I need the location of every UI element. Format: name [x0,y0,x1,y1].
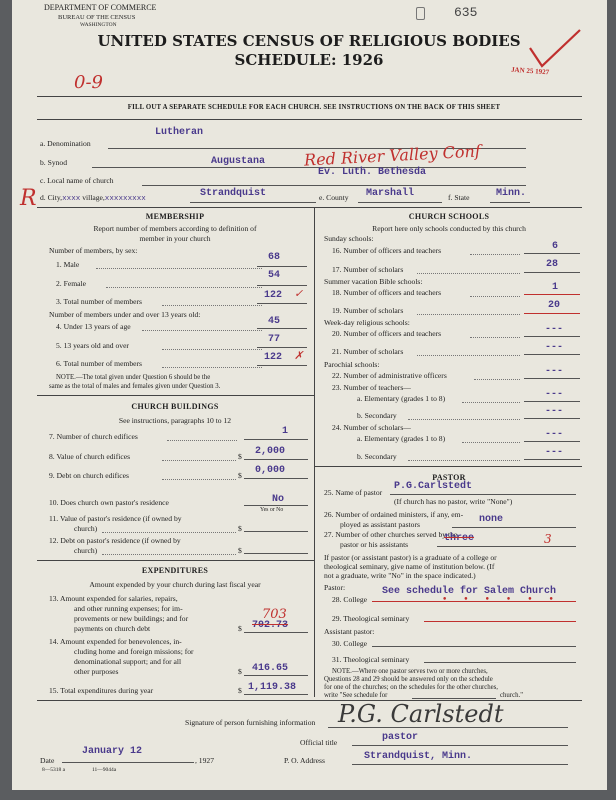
form-subtitle: SCHEDULE: 1926 [234,51,384,69]
q25-hint: (If church has no pastor, write "None") [394,497,513,506]
separate-schedule-instruction: FILL OUT A SEPARATE SCHEDULE FOR EACH CHURCH. SEE INSTRUCTIONS ON THE BACK OF THIS SHEET [127,104,501,111]
department-name: DEPARTMENT OF COMMERCE [44,3,157,12]
q27-handwritten: 3 [544,532,552,546]
city-value: Strandquist [200,188,267,199]
q19-value: 20 [548,300,561,311]
q23a-value: --- [545,389,564,400]
q6-total-value: 122 [264,352,283,363]
by-sex-label: Number of members, by sex: [49,246,138,255]
q8-dollar: $ [238,452,242,461]
q23a-label: a. Elementary (grades 1 to 8) [357,394,446,403]
membership-note-2: same as the total of males and females given under Question 3. [49,383,221,390]
q9-value: 0,000 [255,465,286,476]
q13-handwritten: 703 [262,607,287,622]
q14-dollar: $ [238,667,242,676]
q13-value: 702.73 [252,620,289,631]
membership-instruction-2: member in your church [139,234,211,243]
pastor-note-2: Questions 28 and 29 should be answered only on the schedule [324,676,493,683]
state-value: Minn. [496,188,527,199]
received-date-stamp: JAN 25 1927 [510,65,550,77]
po-address-label: P. O. Address [284,756,325,765]
city-name: WASHINGTON [80,22,117,28]
assistant-pastor-label: Assistant pastor: [324,627,375,636]
membership-note-1: NOTE.—The total given under Question 6 should be the [56,374,211,381]
q27-label: 27. Number of other churches served by the [324,530,458,539]
bureau-name: BUREAU OF THE CENSUS [58,14,136,21]
form-title: UNITED STATES CENSUS OF RELIGIOUS BODIES [97,32,521,50]
graduate-instruction-1: If pastor (or assistant pastor) is a graduate of a college or [324,553,497,562]
q29-label: 29. Theological seminary [332,614,410,623]
county-value: Marshall [366,188,415,199]
date-year: , 1927 [195,756,214,765]
expenditures-instruction: Amount expended by your church during last fiscal year [89,580,261,589]
q5-over13-value: 77 [268,334,281,345]
county-label: e. County [319,193,349,202]
q10-label: 10. Does church own pastor's residence [49,498,169,507]
q25-label: 25. Name of pastor [324,488,383,497]
handwritten-r-mark: R [20,186,37,211]
signature-label: Signature of person furnishing information [185,718,316,727]
po-address-value: Strandquist, Minn. [364,751,473,762]
denomination-label: a. Denomination [40,139,91,148]
synod-handwritten: Red River Valley Conf [303,141,482,170]
q3-check-icon: ✓ [294,287,304,300]
q4-under13-value: 45 [268,316,281,327]
local-name-value: Ev. Luth. Bethesda [318,167,427,178]
q23b-label: b. Secondary [357,411,397,420]
date-value: January 12 [82,746,143,757]
official-title-label: Official title [300,738,338,747]
local-name-label: c. Local name of church [40,176,114,185]
q17-label: 17. Number of scholars [332,265,404,274]
pastor-note-4: write "See schedule for [324,692,388,699]
q28-dots-icon: •••••• [442,595,570,605]
q13-label-2: and other running expenses; for im- [74,604,183,613]
q17-value: 28 [546,259,559,270]
q15-total-value: 1,119.38 [248,682,297,693]
pastor-note-3: for one of the churches; on the schedules for the other churches, [324,684,499,691]
q1-label: 1. Male [56,260,80,269]
pastor-note-1: NOTE.—Where one pastor serves two or more churches, [332,668,488,675]
expenditures-heading: EXPENDITURES [141,566,209,575]
church-schools-heading: CHURCH SCHOOLS [408,212,490,221]
q12-label-2: church) [74,546,98,555]
q9-label: 9. Debt on church edifices [49,471,129,480]
sunday-label: Sunday schools: [324,234,374,243]
q28-college-value: See schedule for Salem Church [382,586,557,597]
buildings-instruction: See instructions, paragraphs 10 to 12 [118,416,232,425]
graduate-instruction-2: theological seminary, give name of institution below. (If [324,562,495,571]
q8-value: 2,000 [255,446,286,457]
q23-label: 23. Number of teachers— [332,383,411,392]
weekday-label: Week-day religious schools: [324,318,410,327]
checkmark-icon [524,26,584,74]
membership-heading: MEMBERSHIP [145,212,205,221]
q6-label: 6. Total number of members [56,359,143,368]
q23b-value: --- [545,406,564,417]
schools-instruction: Report here only schools conducted by this church [372,224,526,233]
q7-edifices-value: 1 [282,426,289,437]
q14-value: 416.65 [252,663,289,674]
membership-instruction: Report number of members according to definition of [93,224,257,233]
q13-label-4: payments on church debt [74,624,151,633]
q2-female-value: 54 [268,270,281,281]
q18-label: 18. Number of officers and teachers [332,288,442,297]
q30-label: 30. College [332,639,368,648]
q14-label-3: denominational support; and for all [74,657,182,666]
seal-icon [416,7,425,20]
q24a-value: --- [545,429,564,440]
form-number: 635 [454,5,478,20]
q3-label: 3. Total number of members [56,297,143,306]
q2-label: 2. Female [56,279,86,288]
census-schedule-form [12,0,607,790]
denomination-value: Lutheran [155,127,204,138]
age-label: Number of members under and over 13 years old: [49,310,201,319]
q26-value: none [479,514,504,525]
q26-label-2: ployed as assistant pastors [340,520,420,529]
q15-label: 15. Total expenditures during year [49,686,154,695]
q15-dollar: $ [238,686,242,695]
graduate-instruction-3: not a graduate, write "No" in the space indicated.) [324,571,476,580]
pastor-sub-label: Pastor: [324,583,346,592]
q27-value: three [444,533,475,544]
q13-label: 13. Amount expended for salaries, repairs, [49,594,178,603]
q11-label: 11. Value of pastor's residence (if owned by [49,514,182,523]
q18-value: 1 [552,282,559,293]
q16-label: 16. Number of officers and teachers [332,246,442,255]
q19-label: 19. Number of scholars [332,306,404,315]
q14-label: 14. Amount expended for benevolences, in- [49,637,182,646]
q24b-label: b. Secondary [357,452,397,461]
synod-label: b. Synod [40,158,68,167]
summer-label: Summer vacation Bible schools: [324,277,423,286]
church-buildings-heading: CHURCH BUILDINGS [131,402,219,411]
q10-hint: Yes or No [260,507,284,513]
q28-label: 28. College [332,595,368,604]
q12-dollar: $ [238,546,242,555]
q11-label-2: church) [74,524,98,533]
official-title-value: pastor [382,732,419,743]
q13-dollar: $ [238,624,242,633]
print-code-2: 11—9044a [92,767,117,773]
state-label: f. State [448,193,470,202]
q12-label: 12. Debt on pastor's residence (if owned by [49,536,181,545]
q21-value: --- [545,342,564,353]
date-label: Date [40,756,55,765]
q26-label: 26. Number of ordained ministers, if any, em- [324,510,464,519]
q24b-value: --- [545,447,564,458]
q22-value: --- [545,366,564,377]
pastor-name-value: P.G.Carlstedt [394,481,473,492]
q20-value: --- [545,324,564,335]
q24a-label: a. Elementary (grades 1 to 8) [357,434,446,443]
q6-mark-icon: ✗ [294,349,304,362]
q8-label: 8. Value of church edifices [49,452,131,461]
pastor-heading: PASTOR [432,473,466,482]
pastor-note-5: church." [500,692,523,699]
q21-label: 21. Number of scholars [332,347,404,356]
q14-label-2: cluding home and foreign missions; for [74,647,194,656]
q4-label: 4. Under 13 years of age [56,322,131,331]
city-village-label: d. City,xxxx village,xxxxxxxxx [40,193,146,203]
signature-value: P.G. Carlstedt [338,700,504,728]
q16-value: 6 [552,241,559,252]
print-code-1: 8—5318 a [42,767,66,773]
q20-label: 20. Number of officers and teachers [332,329,442,338]
synod-value: Augustana [211,156,266,167]
q22-label: 22. Number of administrative officers [332,371,447,380]
q9-dollar: $ [238,471,242,480]
q27-label-2: pastor or his assistants [340,540,409,549]
q7-label: 7. Number of church edifices [49,432,138,441]
parochial-label: Parochial schools: [324,360,380,369]
q11-dollar: $ [238,524,242,533]
q3-total-value: 122 [264,290,283,301]
q10-value: No [272,494,285,505]
handwritten-code: 0-9 [74,72,103,93]
q1-male-value: 68 [268,252,281,263]
q13-label-3: provements or new buildings; and for [74,614,189,623]
q24-label: 24. Number of scholars— [332,423,411,432]
q5-label: 5. 13 years old and over [56,341,129,350]
q14-label-4: other purposes [74,667,119,676]
q31-label: 31. Theological seminary [332,655,410,664]
